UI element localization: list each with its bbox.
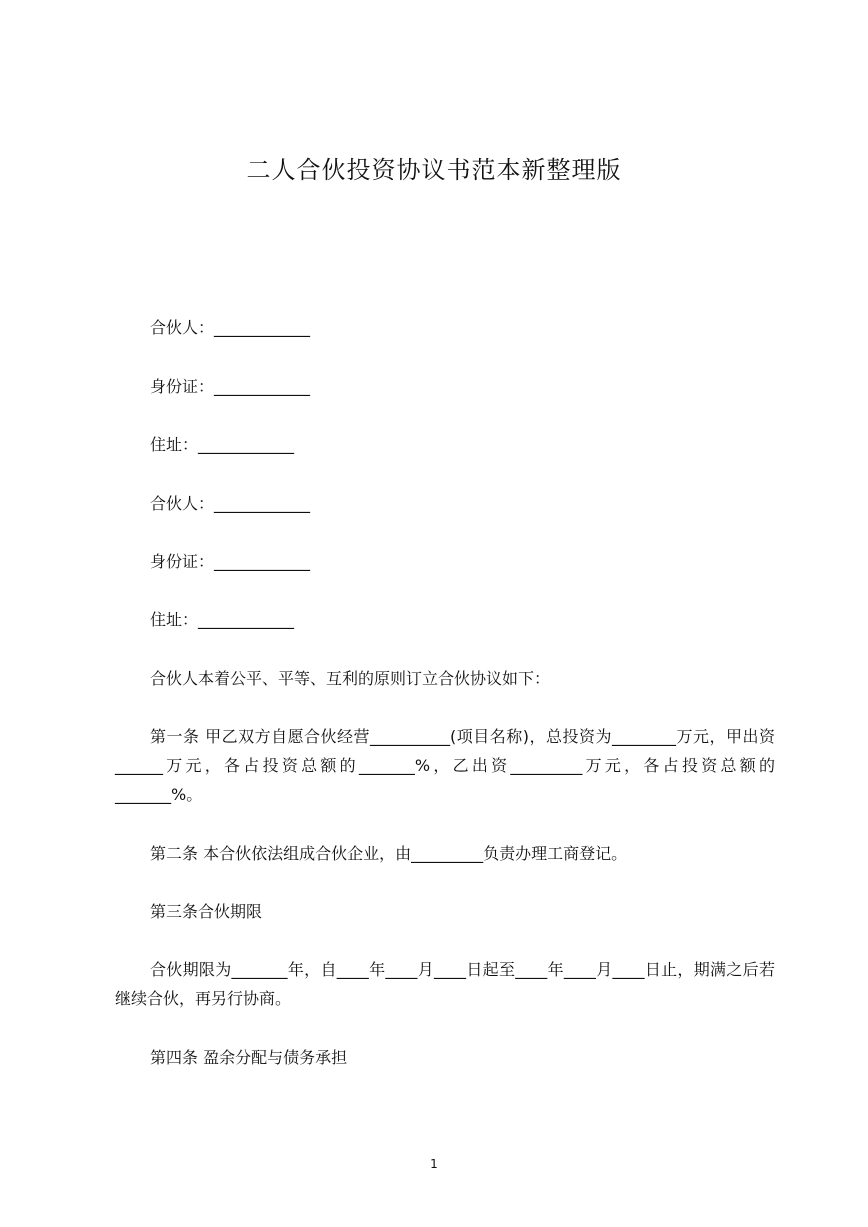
article-3-heading: 第三条合伙期限 xyxy=(150,902,263,921)
article-1: 第一条 甲乙双方自愿合伙经营__________(项目名称)，总投资为________万元，甲出资______万元，各占投资总额的_______%，乙出资_________万元，各占投资总额的_______%。 xyxy=(115,727,775,804)
partner-1-id-field: 身份证：____________ xyxy=(150,377,311,396)
document-title: 二人合伙投资协议书范本新整理版 xyxy=(246,156,622,184)
page-number: 1 xyxy=(430,1157,438,1171)
partner-2-address-field: 住址：____________ xyxy=(150,610,295,629)
partner-1-name-field: 合伙人：____________ xyxy=(150,318,311,337)
article-3-body: 合伙期限为_______年，自____年____月____日起至____年____月____日止，期满之后若继续合伙，再另行协商。 xyxy=(115,960,775,1008)
partner-2-id-field: 身份证：____________ xyxy=(150,552,311,571)
partner-1-address-field: 住址：____________ xyxy=(150,435,295,454)
partner-2-name-field: 合伙人：____________ xyxy=(150,494,311,513)
article-4-heading: 第四条 盈余分配与债务承担 xyxy=(150,1048,348,1067)
article-2: 第二条 本合伙依法组成合伙企业，由_________负责办理工商登记。 xyxy=(150,844,628,863)
agreement-intro: 合伙人本着公平、平等、互利的原则订立合伙协议如下： xyxy=(150,669,551,688)
